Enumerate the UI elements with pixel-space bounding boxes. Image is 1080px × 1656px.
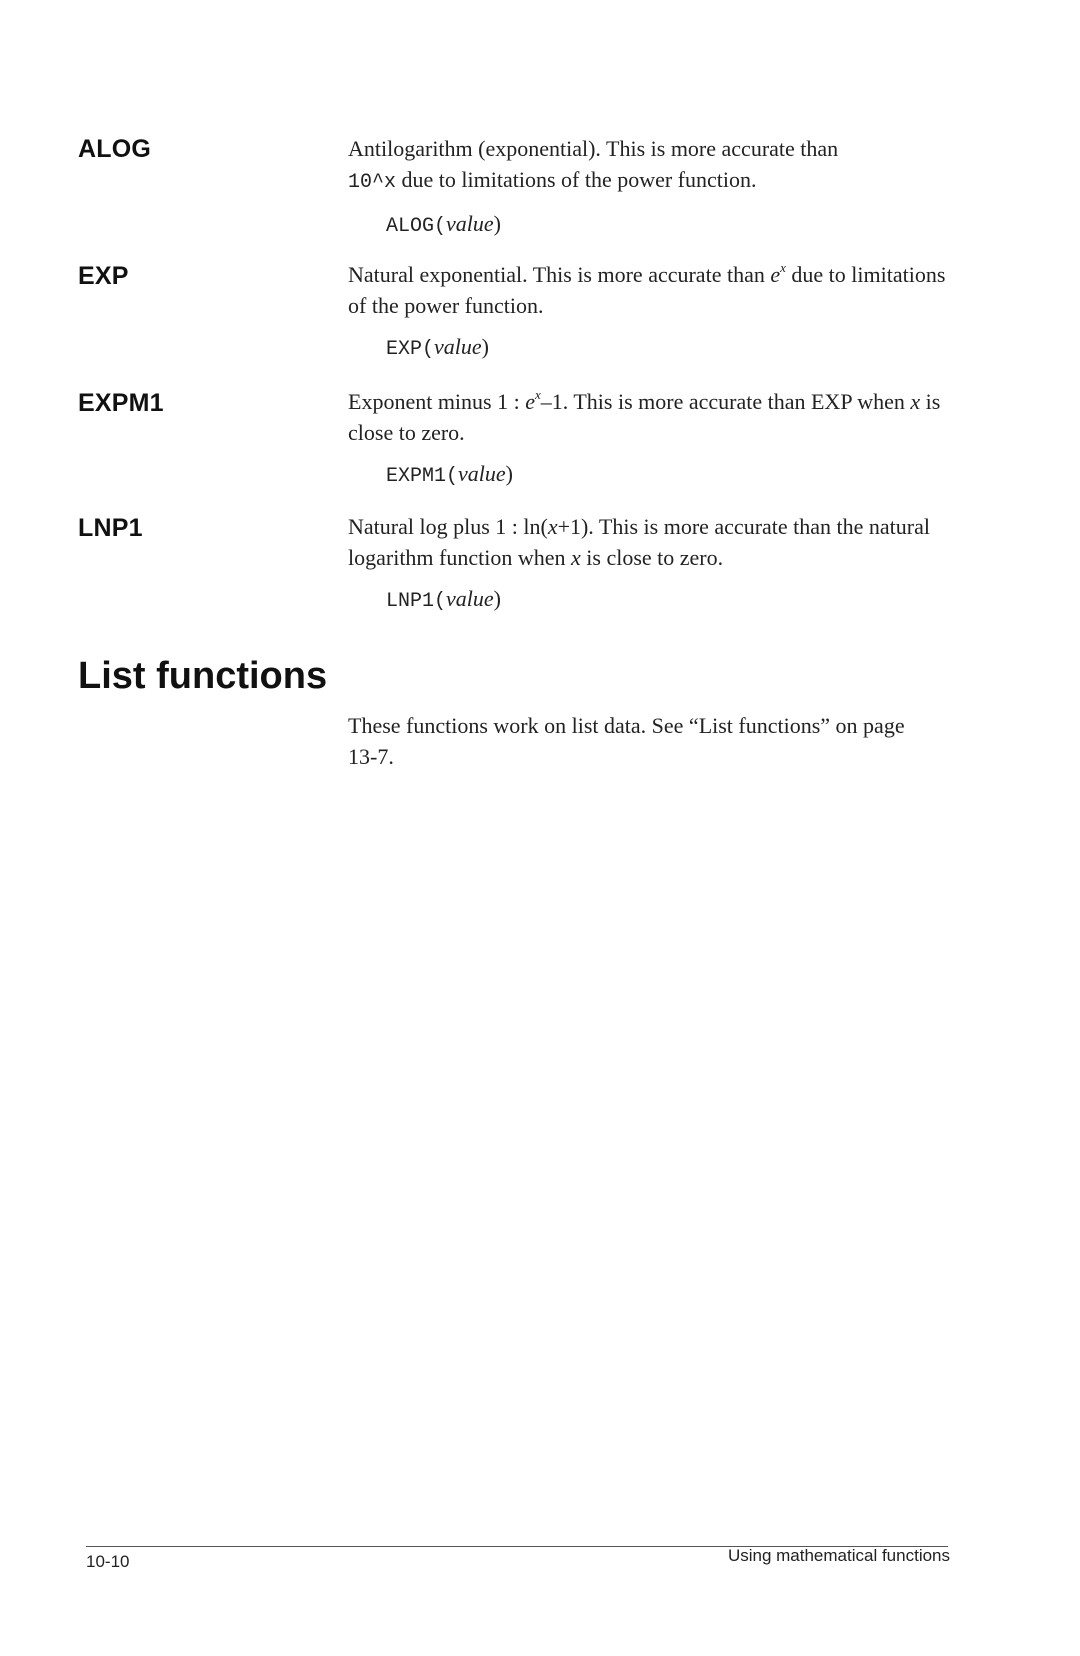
chapter-title: Using mathematical functions (727, 1546, 950, 1565)
entry-description: Natural exponential. This is more accurate than $e^x$ due to limitations of the power function. (348, 260, 946, 318)
entry-body-alog (348, 133, 948, 242)
entry-title-alog: ALOG (78, 135, 152, 163)
entry-title-lnp1: LNP1 (78, 514, 143, 542)
syntax-line: EXPM1(value) (386, 461, 513, 488)
entry-description: Antilogarithm (exponential). This is more accurate than 10^x due to limitations of the power function. (348, 136, 839, 194)
syntax-line: ALOG(value) (386, 211, 501, 238)
entry-body-lnp1 (348, 511, 948, 617)
entry-body-expm1 (348, 386, 948, 492)
syntax-line: LNP1(value) (386, 586, 501, 613)
entry-description: Natural log plus 1 : ln(x+1). This is more accurate than the natural logarithm function when x is close to zero. (348, 514, 930, 570)
entry-body-exp (348, 259, 948, 365)
inline-code: 10^x (348, 171, 397, 194)
page-number: 10-10 (86, 1552, 130, 1571)
entry-title-expm1: EXPM1 (78, 389, 164, 417)
section-title: List functions (78, 655, 328, 697)
syntax-line: EXP(value) (386, 334, 489, 361)
entry-description: Exponent minus 1 : $e^x-1$. This is more accurate than EXP when x is close to zero. (348, 387, 941, 445)
section-body: These functions work on list data. See “List functions” on page 13-7. (348, 713, 905, 769)
entry-title-exp: EXP (78, 262, 129, 290)
